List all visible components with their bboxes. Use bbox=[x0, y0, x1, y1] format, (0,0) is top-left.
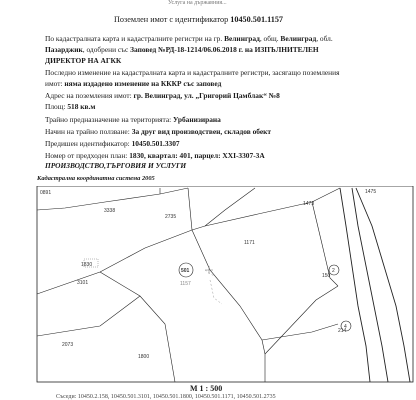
last-change-line-1: Последно изменение на кадастралната карта и кадастралните регистри, засягащо поземления bbox=[45, 68, 340, 77]
label-2073: 2073 bbox=[62, 342, 74, 348]
label-1830: 1830 bbox=[81, 262, 93, 268]
building-outline bbox=[205, 270, 222, 304]
purpose-note: ПРОИЗВОДСТВО,ТЪРГОВИЯ И УСЛУГИ bbox=[45, 161, 187, 170]
map-caption: Кадастрална координатна система 2005 bbox=[37, 175, 155, 182]
label-501: 501 bbox=[181, 268, 190, 274]
usage-line: Начин на трайно ползване: За друг вид производствен, складов обект bbox=[45, 127, 272, 136]
label-corner: 0891 bbox=[40, 190, 52, 196]
label-4: 4 bbox=[344, 324, 347, 330]
address-line: Адрес на поземления имот: гр. Велинград, ул. „Григорий Цамблак“ №8 bbox=[45, 91, 280, 100]
previous-id-line: Предишен идентификатор: 10450.501.3307 bbox=[45, 139, 180, 148]
street-lines bbox=[340, 188, 410, 382]
header-fragment: Услуга на държавния... bbox=[168, 0, 227, 6]
label-2735: 2735 bbox=[165, 214, 177, 220]
label-1157: 1157 bbox=[180, 281, 191, 287]
label-2: 2 bbox=[332, 268, 335, 274]
label-1171: 1171 bbox=[244, 240, 255, 246]
purpose-line: Трайно предназначение на територията: Урбанизирана bbox=[45, 115, 221, 124]
previous-plan-line: Номер от предходен план: 1830, квартал: 401, парцел: XXI-3307-3А bbox=[45, 151, 265, 160]
area-line: Площ: 518 кв.м bbox=[45, 102, 96, 111]
cadastre-line-3: ДИРЕКТОР НА АГКК bbox=[45, 56, 122, 65]
neighbors-fragment: Съседи: 10450.2.158, 10450.501.3101, 10450.501.1800, 10450.501.1171, 10450.501.2735 bbox=[56, 394, 276, 400]
label-1475: 1475 bbox=[365, 189, 377, 195]
label-3338: 3338 bbox=[104, 208, 116, 214]
document-title: Поземлен имот с идентификатор 10450.501.1157 bbox=[114, 15, 284, 24]
cadastre-line-1: По кадастралната карта и кадастралните регистри на гр. Велинград, общ. Велинград, обл. bbox=[45, 34, 333, 43]
label-3101: 3101 bbox=[77, 280, 89, 286]
map-scale: М 1 : 500 bbox=[190, 384, 223, 393]
cadastre-line-2: Пазарджик, одобрени със Заповед №РД-18-1214/06.06.2018 г. на ИЗПЪЛНИТЕЛЕН bbox=[45, 45, 319, 54]
label-1473: 1473 bbox=[303, 201, 315, 207]
last-change-line-2: имот: няма издадено изменение на КККР със заповед bbox=[45, 79, 222, 88]
center-cross-icon bbox=[205, 266, 213, 274]
property-id: 10450.501.1157 bbox=[230, 15, 284, 24]
label-214: 214 bbox=[338, 328, 347, 334]
label-150: 150 bbox=[322, 273, 331, 279]
label-1800: 1800 bbox=[138, 354, 150, 360]
cadastral-map bbox=[0, 186, 416, 384]
